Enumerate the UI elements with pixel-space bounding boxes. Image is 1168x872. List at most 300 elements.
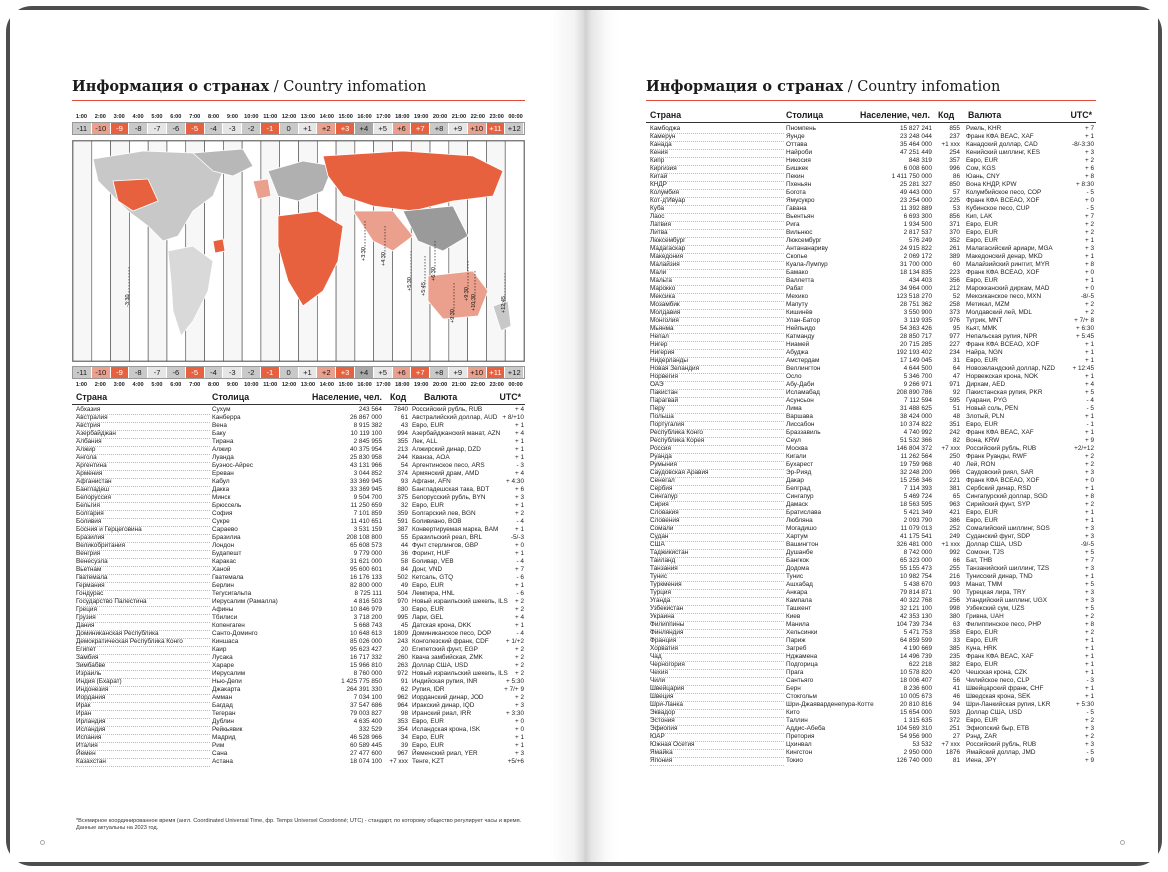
code-cell: 33 <box>952 637 960 644</box>
utc-cell: + 0 <box>1084 269 1094 276</box>
code-cell: 86 <box>952 173 960 180</box>
half-hour-offset-label: +3:30 <box>361 247 367 261</box>
capital-cell: Мехико <box>786 293 808 300</box>
capital-cell: Братислава <box>786 509 822 516</box>
population-cell: 95 600 601 <box>350 566 382 573</box>
table-row <box>72 470 525 478</box>
time-label: 16:00 <box>357 114 372 120</box>
population-cell: 326 481 000 <box>896 541 932 548</box>
code-cell: 256 <box>949 597 960 604</box>
population-cell: 15 827 241 <box>900 125 932 132</box>
population-cell: 5 346 700 <box>903 373 932 380</box>
population-cell: 31 488 625 <box>900 405 932 412</box>
code-cell: 53 <box>952 205 960 212</box>
country-cell: Малайзия <box>650 261 784 270</box>
currency-cell: Доллар США, USD <box>966 709 1022 716</box>
table-row <box>72 534 525 542</box>
capital-cell: Подгорица <box>786 661 818 668</box>
population-cell: 41 175 541 <box>900 533 932 540</box>
time-label: 7:00 <box>189 114 201 120</box>
population-cell: 33 369 945 <box>350 478 382 485</box>
code-cell: 216 <box>949 573 960 580</box>
utc-cell: + 3 <box>514 494 524 501</box>
utc-offset-cell: -8 <box>129 367 148 378</box>
utc-cell: + 3 <box>1084 725 1094 732</box>
utc-offset-cell: -3 <box>223 123 242 134</box>
currency-cell: Евро, EUR <box>966 221 998 228</box>
capital-cell: Сантьяго <box>786 677 814 684</box>
table-row <box>646 189 1096 197</box>
utc-offset-cell: +12 <box>505 367 524 378</box>
country-cell: Исландия <box>76 726 210 735</box>
utc-cell: - 4 <box>1086 397 1094 404</box>
capital-cell: Ашхабад <box>786 581 813 588</box>
utc-cell: + 2 <box>1084 309 1094 316</box>
capital-cell: Стокгольм <box>786 693 817 700</box>
table-row <box>646 373 1096 381</box>
binder-hole <box>1120 840 1125 845</box>
currency-cell: Канадский доллар, CAD <box>966 141 1038 148</box>
country-table-left <box>72 406 525 766</box>
capital-cell: Будапешт <box>212 550 242 557</box>
capital-cell: Афины <box>212 606 234 613</box>
currency-cell: Форинт, HUF <box>412 550 450 557</box>
header-capital: Столица <box>786 110 824 120</box>
country-cell: Хорватия <box>650 645 784 654</box>
country-cell: Парагвай <box>650 397 784 406</box>
code-cell: 243 <box>397 638 408 645</box>
country-cell: Йемен <box>76 750 210 759</box>
currency-cell: Манат, TMM <box>966 581 1003 588</box>
table-row <box>72 678 525 686</box>
table-row <box>646 397 1096 405</box>
time-zone-band <box>505 141 524 361</box>
capital-cell: Ниамей <box>786 341 810 348</box>
code-cell: 32 <box>400 502 408 509</box>
utc-cell: + 1 <box>1084 517 1094 524</box>
capital-cell: Нджамена <box>786 653 818 660</box>
utc-cell: + 5:30 <box>506 678 524 685</box>
utc-cell: + 4 <box>514 614 524 621</box>
capital-cell: Хараре <box>212 662 235 669</box>
table-row <box>72 510 525 518</box>
country-cell: Чили <box>650 677 784 686</box>
currency-cell: Сербский динар, RSD <box>966 485 1032 492</box>
population-cell: 2 950 000 <box>903 749 932 756</box>
book-spine <box>550 10 620 862</box>
utc-offset-cell: +10 <box>468 123 487 134</box>
currency-cell: Евро, EUR <box>412 502 444 509</box>
capital-cell: София <box>212 510 233 517</box>
code-cell: 92 <box>952 389 960 396</box>
population-cell: 9 779 000 <box>353 550 382 557</box>
country-cell: Сирия <box>650 501 784 510</box>
capital-cell: Буэнос-Айрес <box>212 462 253 469</box>
utc-cell: + 2 <box>1084 613 1094 620</box>
table-row <box>72 646 525 654</box>
country-cell: Чехия <box>650 669 784 678</box>
header-country: Страна <box>650 110 682 120</box>
code-cell: 212 <box>949 285 960 292</box>
currency-cell: Датская крона, DKK <box>412 622 472 629</box>
capital-cell: Джакарта <box>212 686 241 693</box>
table-row <box>72 414 525 422</box>
time-label: 12:00 <box>281 382 297 388</box>
population-cell: 6 008 600 <box>903 165 932 172</box>
capital-cell: Иерусалим <box>212 670 246 677</box>
population-cell: 8 236 600 <box>903 685 932 692</box>
country-cell: Филиппины <box>650 621 784 630</box>
country-cell: Мадагаскар <box>650 245 784 254</box>
code-cell: 237 <box>949 133 960 140</box>
utc-offset-cell: +7 <box>411 367 430 378</box>
currency-cell: Азербайджанский манат, AZN <box>412 430 501 437</box>
country-cell: Дания <box>76 622 210 631</box>
capital-cell: Сухум <box>212 406 231 413</box>
population-cell: 14 496 739 <box>900 653 932 660</box>
currency-cell: Евро, EUR <box>412 582 444 589</box>
time-label: 20:00 <box>432 114 448 120</box>
country-cell: Люксембург <box>650 237 784 246</box>
population-cell: 3 044 852 <box>353 470 382 477</box>
country-cell: Саудовская Аравия <box>650 469 784 478</box>
currency-cell: Лек, ALL <box>412 438 438 445</box>
utc-offset-cell: 0 <box>280 123 299 134</box>
time-label: 17:00 <box>376 382 391 388</box>
utc-cell: + 1 <box>1084 653 1094 660</box>
population-cell: 192 193 402 <box>896 349 932 356</box>
capital-cell: Киншаса <box>212 638 239 645</box>
table-row <box>72 462 525 470</box>
half-hour-offset-label: +9:30 <box>464 287 470 301</box>
capital-cell: Хельсинки <box>786 629 818 636</box>
population-cell: 16 176 133 <box>350 574 382 581</box>
country-cell: Канада <box>650 141 784 150</box>
code-cell: +7 xxx <box>941 445 960 452</box>
population-cell: 18 006 407 <box>900 677 932 684</box>
utc-cell: + 4 <box>514 406 524 413</box>
country-cell: Кипр <box>650 157 784 166</box>
code-cell: 355 <box>397 438 408 445</box>
population-cell: 146 804 372 <box>896 445 932 452</box>
utc-cell: + 6 <box>1084 165 1094 172</box>
currency-cell: Узбекский сум, UZS <box>966 605 1025 612</box>
utc-cell: + 7 <box>1084 557 1094 564</box>
code-cell: 64 <box>952 365 960 372</box>
table-row <box>646 669 1096 677</box>
table-row <box>72 590 525 598</box>
code-cell: +1 xxx <box>941 541 960 548</box>
code-cell: 260 <box>397 654 408 661</box>
code-cell: 502 <box>397 574 408 581</box>
capital-cell: Загреб <box>786 645 807 652</box>
utc-cell: + 2 <box>514 598 524 605</box>
code-cell: 966 <box>949 469 960 476</box>
currency-cell: Шри-Ланкийская рупия, LKR <box>966 701 1051 708</box>
table-row <box>72 430 525 438</box>
table-row <box>646 245 1096 253</box>
time-zone-band <box>242 141 261 361</box>
time-label: 14:00 <box>319 382 334 388</box>
country-cell: Финляндия <box>650 629 784 638</box>
utc-cell: + 8 <box>1084 173 1094 180</box>
code-cell: 353 <box>397 718 408 725</box>
country-cell: Замбия <box>76 654 210 663</box>
utc-cell: + 2 <box>514 606 524 613</box>
utc-offset-cell: +9 <box>449 367 468 378</box>
capital-cell: Тбилиси <box>212 614 238 621</box>
utc-cell: + 4:30 <box>506 478 524 485</box>
utc-cell: - 4 <box>516 558 524 565</box>
currency-cell: Эфиопский быр, ETB <box>966 725 1030 732</box>
capital-cell: Ташкент <box>786 605 812 612</box>
population-cell: 42 353 130 <box>900 613 932 620</box>
capital-cell: Кито <box>786 709 800 716</box>
world-time-zone-map <box>72 140 525 362</box>
utc-offset-cell: +8 <box>430 123 449 134</box>
population-cell: 15 654 000 <box>900 709 932 716</box>
utc-cell: + 3 <box>1084 533 1094 540</box>
table-row <box>72 542 525 550</box>
code-cell: 372 <box>949 717 960 724</box>
capital-cell: Дамаск <box>786 501 808 508</box>
population-cell: 54 956 900 <box>900 733 932 740</box>
code-cell: 254 <box>949 149 960 156</box>
population-cell: 31 621 000 <box>350 558 382 565</box>
utc-cell: - 5 <box>1086 749 1094 756</box>
code-cell: 964 <box>397 702 408 709</box>
utc-cell: + 3 <box>1084 565 1094 572</box>
utc-cell: -9/-5 <box>1080 541 1094 548</box>
code-cell: 223 <box>949 269 960 276</box>
country-cell: Иордания <box>76 694 210 703</box>
capital-cell: Хартум <box>786 533 808 540</box>
code-cell: 31 <box>952 357 960 364</box>
time-label: 12:00 <box>281 114 297 120</box>
country-cell: Боливия <box>76 518 210 527</box>
utc-cell: + 1 <box>514 502 524 509</box>
code-cell: 420 <box>949 669 960 676</box>
utc-cell: - 1 <box>1086 421 1094 428</box>
code-cell: 34 <box>400 734 408 741</box>
code-cell: 258 <box>949 301 960 308</box>
time-label: 3:00 <box>113 382 125 388</box>
capital-cell: Осло <box>786 373 802 380</box>
table-row <box>646 485 1096 493</box>
utc-cell: - 4 <box>516 518 524 525</box>
country-cell: Пакистан <box>650 389 784 398</box>
population-cell: 26 867 000 <box>350 414 382 421</box>
utc-cell: + 1 <box>514 446 524 453</box>
utc-offset-cell: +11 <box>487 367 506 378</box>
utc-cell: + 9 <box>1084 437 1094 444</box>
population-cell: 1 934 500 <box>903 221 932 228</box>
table-row <box>72 742 525 750</box>
utc-cell: + 2 <box>514 646 524 653</box>
table-row <box>646 573 1096 581</box>
currency-cell: Гривна, UAH <box>966 613 1004 620</box>
table-row <box>72 638 525 646</box>
half-hour-offset-label: +9:30 <box>450 309 456 323</box>
country-cell: Иран <box>76 710 210 719</box>
utc-cell: + 0 <box>514 718 524 725</box>
currency-cell: Боливиано, BOB <box>412 518 462 525</box>
table-row <box>646 477 1096 485</box>
country-cell: Монголия <box>650 317 784 326</box>
utc-cell: + 3 <box>1084 525 1094 532</box>
code-cell: 225 <box>949 197 960 204</box>
capital-cell: Абуджа <box>786 349 809 356</box>
utc-cell: + 1 <box>1084 645 1094 652</box>
currency-cell: Российский рубль, RUB <box>966 445 1037 452</box>
utc-offset-cell: -1 <box>261 367 280 378</box>
currency-cell: Чилийское песо, CLP <box>966 677 1030 684</box>
capital-cell: Шри-Джаяварденепура-Котте <box>786 701 874 708</box>
currency-cell: Египетский фунт, EGP <box>412 646 478 653</box>
population-cell: 85 026 000 <box>350 638 382 645</box>
table-row <box>72 734 525 742</box>
country-cell: Бельгия <box>76 502 210 511</box>
population-cell: 576 249 <box>908 237 932 244</box>
capital-cell: Берн <box>786 685 801 692</box>
time-label: 00:00 <box>508 382 523 388</box>
currency-cell: Евро, EUR <box>412 742 444 749</box>
currency-cell: Евро, EUR <box>966 637 998 644</box>
code-cell: 373 <box>949 309 960 316</box>
country-cell: Мальта <box>650 277 784 286</box>
utc-cell: + 2 <box>1084 301 1094 308</box>
table-row <box>646 557 1096 565</box>
capital-cell: Сараево <box>212 526 238 533</box>
capital-cell: Могадишо <box>786 525 817 532</box>
utc-cell: + 4 <box>514 430 524 437</box>
time-label: 14:00 <box>319 114 334 120</box>
time-label: 00:00 <box>508 114 523 120</box>
table-row <box>72 702 525 710</box>
header-country: Страна <box>76 392 108 402</box>
country-cell: Индонезия <box>76 686 210 695</box>
code-cell: 61 <box>400 414 408 421</box>
table-row <box>646 685 1096 693</box>
code-cell: +1 xxx <box>941 141 960 148</box>
population-cell: 434 403 <box>908 277 932 284</box>
country-cell: Мали <box>650 269 784 278</box>
table-row <box>646 613 1096 621</box>
capital-cell: Рим <box>212 742 225 749</box>
code-cell: 98 <box>400 710 408 717</box>
currency-cell: Алжирский динар, DZD <box>412 446 481 453</box>
country-cell: Доминиканская Республика <box>76 630 210 639</box>
population-cell: 8 915 382 <box>353 422 382 429</box>
country-cell: КНДР <box>650 181 784 190</box>
population-cell: 27 477 600 <box>350 750 382 757</box>
utc-cell: + 1 <box>1084 133 1094 140</box>
time-label: 9:00 <box>226 114 239 120</box>
currency-cell: Новозеландский доллар, NZD <box>966 365 1056 372</box>
code-cell: 963 <box>949 501 960 508</box>
code-cell: 20 <box>400 646 408 653</box>
time-label: 2:00 <box>94 114 106 120</box>
currency-cell: Иракский динар, IQD <box>412 702 475 709</box>
currency-cell: Суданский фунт, SDP <box>966 533 1031 540</box>
utc-offset-cell: -6 <box>167 367 186 378</box>
time-label: 11:00 <box>263 382 278 388</box>
code-cell: 595 <box>949 397 960 404</box>
code-cell: 84 <box>400 566 408 573</box>
table-row <box>646 661 1096 669</box>
table-row <box>646 157 1096 165</box>
capital-cell: Нью-Дели <box>212 678 242 685</box>
table-row <box>646 221 1096 229</box>
currency-cell: Йеменский риал, YER <box>412 750 478 757</box>
header-population: Население, чел. <box>860 110 930 120</box>
population-cell: 53 532 <box>912 741 932 748</box>
population-cell: 18 074 100 <box>350 758 382 765</box>
country-cell: ЮАР <box>650 733 784 742</box>
currency-cell: Тунисский динар, TND <box>966 573 1033 580</box>
utc-offset-cell: -4 <box>205 123 224 134</box>
code-cell: 227 <box>949 341 960 348</box>
currency-cell: Швейцарский франк, CHF <box>966 685 1044 692</box>
utc-cell: + 5 <box>1084 549 1094 556</box>
time-label: 8:00 <box>207 382 220 388</box>
utc-cell: + 1 <box>514 734 524 741</box>
country-cell: Сенегал <box>650 477 784 486</box>
population-cell: 126 740 000 <box>896 757 932 764</box>
country-cell: Словения <box>650 517 784 526</box>
currency-cell: Непальская рупия, NPR <box>966 333 1038 340</box>
population-cell: 17 149 045 <box>900 357 932 364</box>
table-row <box>72 694 525 702</box>
capital-cell: Москва <box>786 445 808 452</box>
table-row <box>72 486 525 494</box>
capital-cell: Пекин <box>786 173 805 180</box>
country-cell: Россия <box>650 445 784 454</box>
table-row <box>646 333 1096 341</box>
currency-cell: Сомалийский шиллинг, SOS <box>966 525 1050 532</box>
population-cell: 4 816 503 <box>353 598 382 605</box>
header-rule-right <box>646 122 1096 123</box>
time-label: 5:00 <box>151 114 163 120</box>
capital-cell: Манила <box>786 621 810 628</box>
time-label: 23:00 <box>489 114 504 120</box>
country-cell: Черногория <box>650 661 784 670</box>
population-cell: 3 531 159 <box>353 526 382 533</box>
table-row <box>646 429 1096 437</box>
utc-cell: - 6 <box>516 574 524 581</box>
currency-cell: Сом, KGS <box>966 165 996 172</box>
table-row <box>646 293 1096 301</box>
currency-cell: Сингапурский доллар, SGD <box>966 493 1048 500</box>
utc-cell: + 2 <box>1084 733 1094 740</box>
table-row <box>646 253 1096 261</box>
currency-cell: Франк КФА BCEAO, XOF <box>966 269 1040 276</box>
table-row <box>72 478 525 486</box>
utc-offset-cell: +6 <box>393 123 412 134</box>
capital-cell: Никосия <box>786 157 811 164</box>
population-cell: 11 410 651 <box>350 518 382 525</box>
title-rule-right <box>646 100 1096 101</box>
country-cell: Кот-д'Ивуар <box>650 197 784 206</box>
code-cell: 47 <box>952 373 960 380</box>
table-row <box>646 549 1096 557</box>
utc-cell: + 1 <box>1084 693 1094 700</box>
country-cell: Молдавия <box>650 309 784 318</box>
country-cell: Государство Палестина <box>76 598 210 607</box>
capital-cell: Санто-Доминго <box>212 630 258 637</box>
capital-cell: Прага <box>786 669 804 676</box>
population-cell: 35 464 000 <box>900 141 932 148</box>
